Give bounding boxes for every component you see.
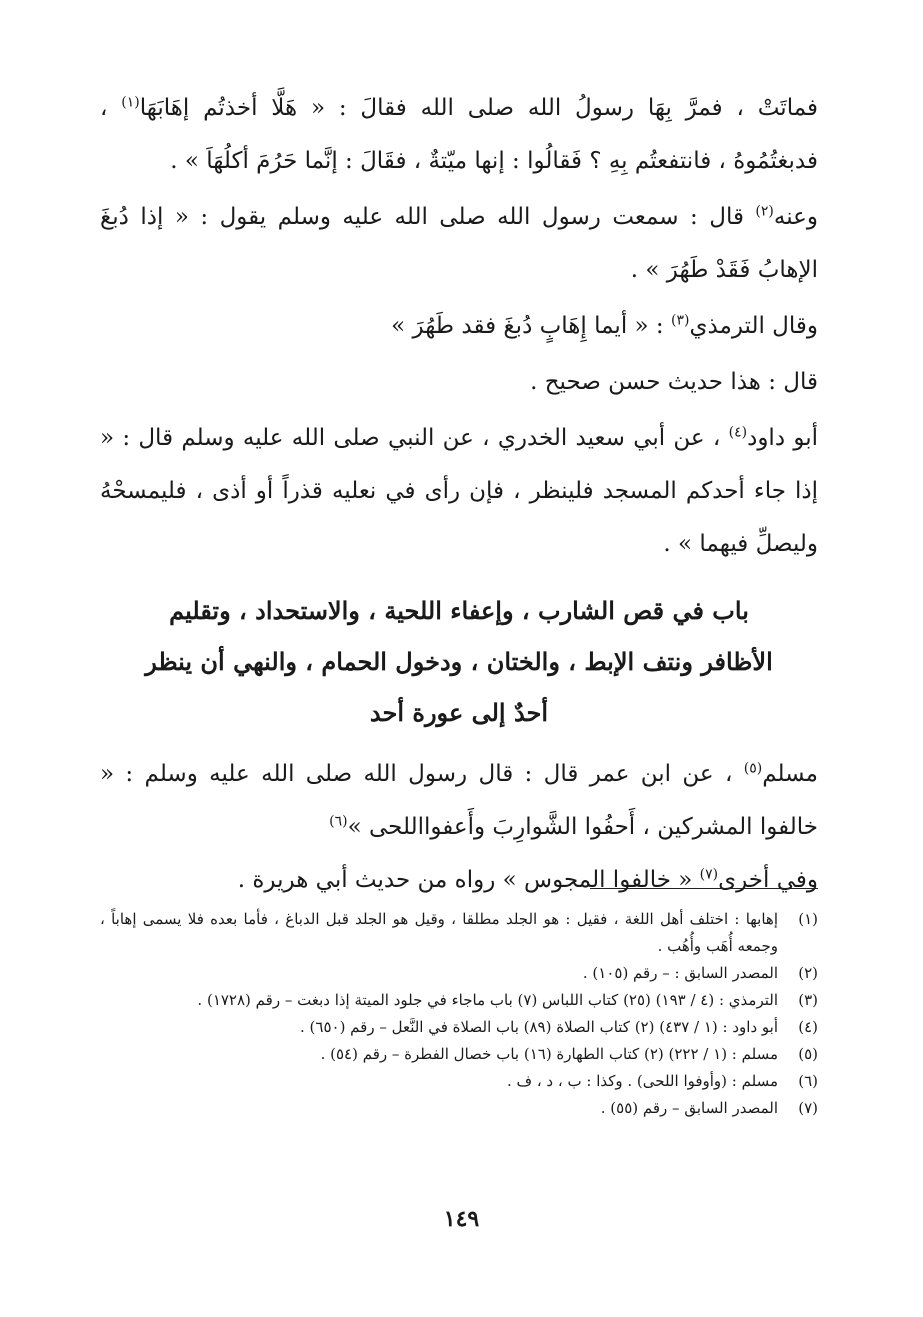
footnote-number: (٥) (798, 1045, 818, 1063)
footnote-item (100, 1068, 818, 1095)
footnote-ref-1: (١) (121, 94, 140, 111)
footnote-ref-7: (٧) (699, 866, 719, 883)
footnote-ref-3: (٣) (670, 312, 690, 329)
footnote-item (100, 960, 818, 987)
footnote-text: إهابها : اختلف أهل اللغة ، فقيل : هو الجلد مطلقا ، وقيل هو الجلد قبل الدباغ ، فأما بعده فلا يسمى إهاباً ، وجمعه أُهَب وأُهُب . (100, 910, 778, 955)
footnote-ref-6: (٦) (329, 813, 348, 830)
paragraph-2 (100, 191, 818, 297)
paragraph-7-tail: « خالفوا المجوس » رواه من حديث أبي هريرة . (237, 867, 700, 893)
paragraph-7-head: وفي أخرى (718, 867, 818, 893)
footnote-text: الترمذي : (٤ / ١٩٣) (٢٥) كتاب اللباس (٧) باب ماجاء في جلود الميتة إذا دبغت – رقم (١٧٢٨) . (197, 991, 778, 1009)
paragraph-3-head: وقال الترمذي (689, 313, 818, 339)
paragraph-3 (100, 300, 818, 353)
footnote-text: مسلم : (وأوفوا اللحى) . وكذا : ب ، د ، ف . (506, 1072, 778, 1090)
footnote-number: (١) (798, 910, 818, 928)
footnote-number: (٦) (798, 1072, 818, 1090)
paragraph-5-head: أبو داود (747, 425, 818, 451)
footnote-item (100, 1014, 818, 1041)
paragraph-1-tail: ، فدبغتُمُوهُ ، فانتفعتُم بِهِ ؟ فَقالُوا : إنها ميّتةٌ ، فقَالَ : إنَّما حَرُمَ أكلُهَاَ » . (100, 95, 818, 174)
footnote-text: أبو داود : (١ / ٤٣٧) (٢) كتاب الصلاة (٨٩) باب الصلاة في النَّعل – رقم (٦٥٠) . (300, 1018, 778, 1036)
footnote-text: المصدر السابق – رقم (٥٥) . (600, 1099, 778, 1117)
footnote-number: (٢) (798, 964, 818, 982)
footnote-ref-5: (٥) (743, 760, 763, 777)
paragraph-5 (100, 412, 818, 571)
paragraph-3-tail: : « أيما إِهَابٍ دُبغَ فقد طَهُرَ » (391, 313, 671, 339)
footnote-ref-2: (٢) (755, 203, 774, 220)
footnote-item (100, 1041, 818, 1068)
paragraph-2-tail: قال : سمعت رسول الله صلى الله عليه وسلم يقول : « إذا دُبغَ الإهابُ فَقَدْ طَهُرَ » . (100, 204, 818, 283)
footnote-item (100, 906, 818, 960)
footnote-ref-4: (٤) (728, 424, 748, 441)
footnote-number: (٧) (798, 1099, 818, 1117)
chapter-title: باب في قص الشارب ، وإعفاء اللحية ، والاستحداد ، وتقليم الأظافر ونتف الإبط ، والختان ، ودخول الحمام ، والنهي أن ينظر أحدٌ إلى عورة أحد (145, 596, 773, 727)
footnotes (100, 906, 818, 1122)
paragraph-2-head: وعنه (773, 204, 818, 230)
footnote-number: (٣) (798, 991, 818, 1009)
footnote-text: مسلم : (١ / ٢٢٢) (٢) كتاب الطهارة (١٦) باب خصال الفطرة – رقم (٥٤) . (320, 1045, 778, 1063)
footnote-item (100, 987, 818, 1014)
paragraph-7 (100, 854, 818, 907)
main-text (100, 82, 818, 907)
footnote-number: (٤) (798, 1018, 818, 1036)
paragraph-1 (100, 82, 818, 188)
paragraph-6-text: ، عن ابن عمر قال : قال رسول الله صلى الله عليه وسلم : « خالفوا المشركين ، أَحفُوا الشَّوارِبَ وأَعفوااللحى » (100, 761, 818, 840)
paragraph-6-head: مسلم (762, 761, 818, 787)
footnote-item (100, 1095, 818, 1122)
paragraph-4: قال : هذا حديث حسن صحيح . (530, 369, 818, 395)
paragraph-1-text: فماتَتْ ، فمرَّ بِهَا رسولُ الله صلى الله فقالَ : « هَلَّا أخذتُم إهَابَهَا (139, 95, 818, 121)
page-number: ١٤٩ (443, 1206, 480, 1232)
footnote-separator (590, 888, 818, 889)
footnote-text: المصدر السابق : – رقم (١٠٥) . (582, 964, 778, 982)
paragraph-5-tail: ، عن أبي سعيد الخدري ، عن النبي صلى الله عليه وسلم قال : « إذا جاء أحدكم المسجد فلينظر ، فإن رأى في نعليه قذراً أو أذى ، فليمسحْهُ وليصلِّ فيهما » . (100, 425, 818, 557)
paragraph-6 (100, 748, 818, 854)
